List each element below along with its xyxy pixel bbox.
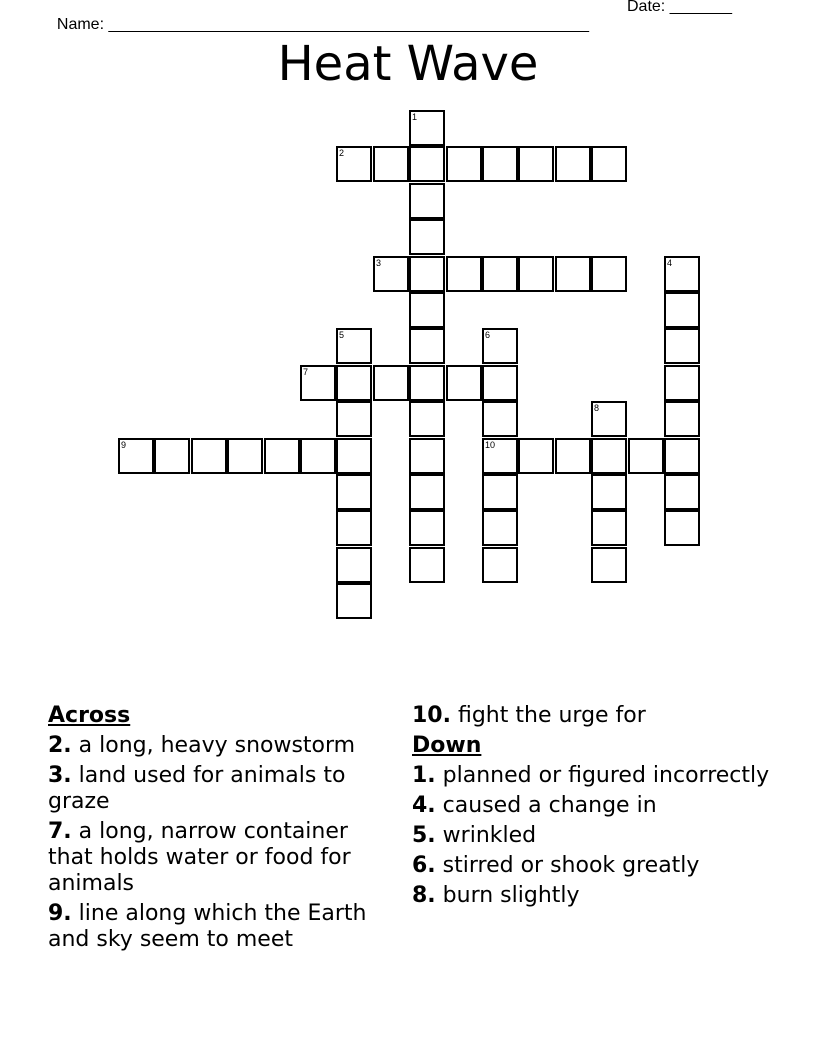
grid-cell[interactable] bbox=[373, 256, 409, 292]
grid-clue-number: 5 bbox=[339, 330, 345, 340]
clue-text: burn slightly bbox=[442, 883, 580, 908]
grid-cell[interactable] bbox=[409, 401, 445, 437]
grid-cell[interactable] bbox=[482, 474, 518, 510]
clue-down-4 bbox=[412, 793, 772, 819]
grid-cell[interactable] bbox=[482, 365, 518, 401]
grid-cell[interactable] bbox=[373, 365, 409, 401]
clue-text: fight the urge for bbox=[457, 703, 646, 728]
clue-text: wrinkled bbox=[442, 823, 537, 848]
clue-number: 6. bbox=[412, 853, 436, 878]
grid-cell[interactable] bbox=[446, 256, 482, 292]
grid-clue-number: 6 bbox=[485, 330, 491, 340]
grid-cell[interactable] bbox=[518, 256, 554, 292]
grid-cell[interactable] bbox=[300, 365, 336, 401]
grid-cell[interactable] bbox=[227, 438, 263, 474]
grid-cell[interactable] bbox=[664, 510, 700, 546]
grid-clue-number: 8 bbox=[594, 403, 600, 413]
clue-down-1 bbox=[412, 763, 772, 789]
grid-cell[interactable] bbox=[482, 401, 518, 437]
grid-cell[interactable] bbox=[482, 328, 518, 364]
grid-cell[interactable] bbox=[336, 547, 372, 583]
grid-cell[interactable] bbox=[409, 328, 445, 364]
grid-clue-number: 7 bbox=[303, 367, 309, 377]
grid-cell[interactable] bbox=[482, 510, 518, 546]
clues-column-right bbox=[412, 703, 772, 913]
clue-text: stirred or shook greatly bbox=[442, 853, 700, 878]
grid-cell[interactable] bbox=[482, 146, 518, 182]
across-heading: Across bbox=[48, 703, 131, 728]
grid-cell[interactable] bbox=[409, 365, 445, 401]
grid-cell[interactable] bbox=[118, 438, 154, 474]
grid-clue-number: 4 bbox=[667, 258, 673, 268]
date-field-label: Date: _______ bbox=[627, 0, 732, 15]
grid-cell[interactable] bbox=[518, 438, 554, 474]
grid-cell[interactable] bbox=[336, 365, 372, 401]
clue-text: land used for animals to graze bbox=[48, 763, 346, 814]
grid-cell[interactable] bbox=[409, 474, 445, 510]
grid-cell[interactable] bbox=[482, 256, 518, 292]
grid-cell[interactable] bbox=[555, 146, 591, 182]
clue-number: 3. bbox=[48, 763, 72, 788]
clue-text: caused a change in bbox=[442, 793, 657, 818]
grid-cell[interactable] bbox=[409, 510, 445, 546]
clue-across-9 bbox=[48, 901, 398, 953]
grid-cell[interactable] bbox=[446, 365, 482, 401]
grid-cell[interactable] bbox=[264, 438, 300, 474]
clue-number: 7. bbox=[48, 819, 72, 844]
clue-number: 2. bbox=[48, 733, 72, 758]
clue-text: a long, heavy snowstorm bbox=[78, 733, 356, 758]
grid-cell[interactable] bbox=[300, 438, 336, 474]
clue-number: 10. bbox=[412, 703, 451, 728]
grid-cell[interactable] bbox=[373, 146, 409, 182]
grid-cell[interactable] bbox=[591, 474, 627, 510]
grid-cell[interactable] bbox=[409, 256, 445, 292]
grid-cell[interactable] bbox=[409, 292, 445, 328]
grid-cell[interactable] bbox=[336, 146, 372, 182]
grid-cell[interactable] bbox=[591, 146, 627, 182]
grid-cell[interactable] bbox=[409, 438, 445, 474]
down-heading: Down bbox=[412, 733, 482, 758]
grid-cell[interactable] bbox=[664, 292, 700, 328]
grid-cell[interactable] bbox=[409, 183, 445, 219]
clue-text: planned or figured incorrectly bbox=[442, 763, 770, 788]
clue-down-8 bbox=[412, 883, 772, 909]
grid-cell[interactable] bbox=[409, 110, 445, 146]
grid-cell[interactable] bbox=[628, 438, 664, 474]
clue-across-10 bbox=[412, 703, 772, 729]
grid-clue-number: 3 bbox=[376, 258, 382, 268]
clue-text: a long, narrow container that holds water or food for animals bbox=[48, 819, 351, 896]
grid-cell[interactable] bbox=[336, 510, 372, 546]
grid-cell[interactable] bbox=[555, 438, 591, 474]
grid-cell[interactable] bbox=[664, 401, 700, 437]
clue-across-3 bbox=[48, 763, 398, 815]
clues-column-left bbox=[48, 703, 398, 957]
grid-cell[interactable] bbox=[336, 583, 372, 619]
grid-cell[interactable] bbox=[482, 547, 518, 583]
grid-cell[interactable] bbox=[191, 438, 227, 474]
clue-number: 4. bbox=[412, 793, 436, 818]
clue-across-7 bbox=[48, 819, 398, 897]
name-field-label: Name: ______________________________________________________ bbox=[56, 16, 589, 33]
grid-clue-number: 2 bbox=[339, 148, 345, 158]
grid-cell[interactable] bbox=[664, 438, 700, 474]
clue-down-5 bbox=[412, 823, 772, 849]
grid-clue-number: 10 bbox=[485, 440, 496, 450]
grid-cell[interactable] bbox=[591, 438, 627, 474]
grid-cell[interactable] bbox=[664, 474, 700, 510]
grid-cell[interactable] bbox=[446, 146, 482, 182]
grid-clue-number: 9 bbox=[121, 440, 127, 450]
grid-cell[interactable] bbox=[336, 474, 372, 510]
grid-cell[interactable] bbox=[555, 256, 591, 292]
page-title: Heat Wave bbox=[277, 36, 539, 92]
grid-clue-number: 1 bbox=[412, 112, 418, 122]
grid-cell[interactable] bbox=[664, 365, 700, 401]
grid-cell[interactable] bbox=[591, 401, 627, 437]
clue-across-2 bbox=[48, 733, 398, 759]
grid-cell[interactable] bbox=[591, 547, 627, 583]
clue-number: 5. bbox=[412, 823, 436, 848]
grid-cell[interactable] bbox=[154, 438, 190, 474]
grid-cell[interactable] bbox=[336, 401, 372, 437]
grid-cell[interactable] bbox=[518, 146, 554, 182]
grid-cell[interactable] bbox=[409, 146, 445, 182]
clue-number: 8. bbox=[412, 883, 436, 908]
grid-cell[interactable] bbox=[664, 328, 700, 364]
grid-cell[interactable] bbox=[336, 328, 372, 364]
grid-cell[interactable] bbox=[482, 438, 518, 474]
grid-cell[interactable] bbox=[336, 438, 372, 474]
clue-number: 9. bbox=[48, 901, 72, 926]
grid-cell[interactable] bbox=[664, 256, 700, 292]
grid-cell[interactable] bbox=[409, 547, 445, 583]
grid-cell[interactable] bbox=[591, 510, 627, 546]
clue-text: line along which the Earth and sky seem to meet bbox=[48, 901, 367, 952]
clue-number: 1. bbox=[412, 763, 436, 788]
grid-cell[interactable] bbox=[591, 256, 627, 292]
clue-down-6 bbox=[412, 853, 772, 879]
grid-cell[interactable] bbox=[409, 219, 445, 255]
